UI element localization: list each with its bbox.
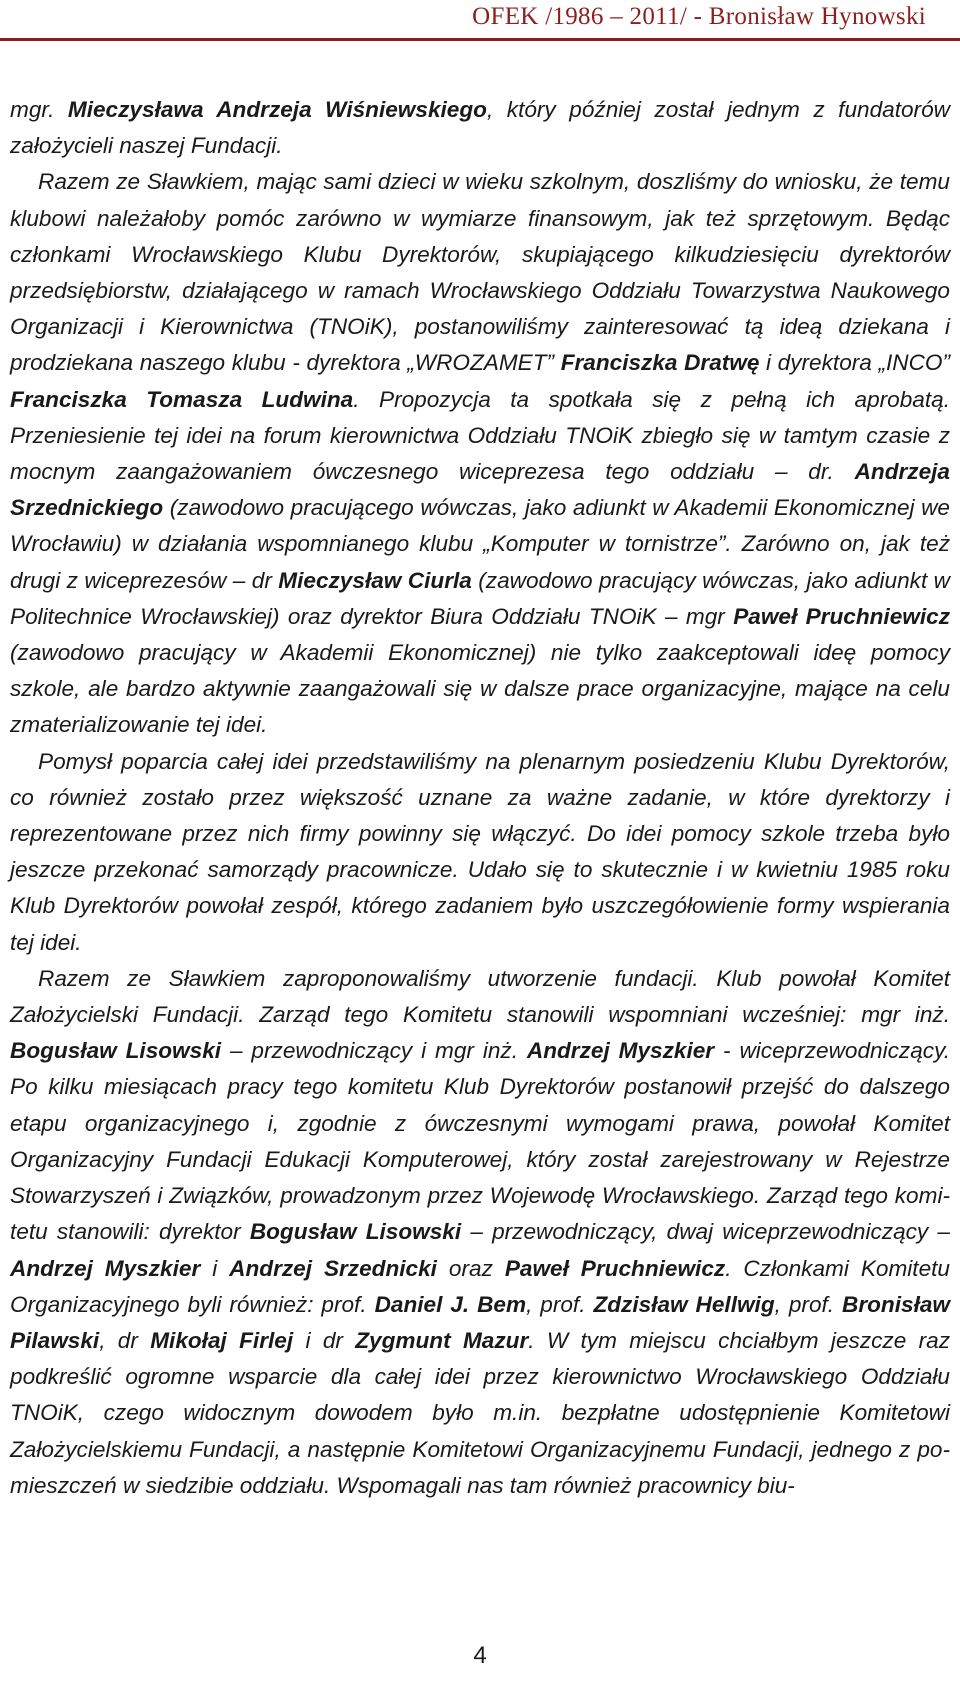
text-run: . W tym miejscu chciałbym jeszcze raz podkreślić ogromne wsparcie dla całej idei przez kierownictwo Wrocławskiego Oddziału TNOiK, czego widocznym dowodem było m.in. bezpłatne udostępnienie Komitetowi Założycielskiemu Fundacji, a następnie Komitetowi Organizacyjnemu Fundacji, jednego z pomieszczeń w siedzibie oddziału. Wspomagali nas tam również pracownicy biu- (10, 1327, 950, 1498)
text-run: i dyrektora „INCO” (759, 350, 950, 376)
paragraph (10, 961, 950, 1504)
body-text (10, 92, 950, 1504)
text-run: , który później został jednym z fundatorów założycieli naszej Fundacji. (10, 97, 950, 159)
text-run: . Członkami Komitetu Organizacyjnego byli również: prof. (10, 1255, 950, 1317)
paragraph (10, 164, 950, 743)
bold-name: Andrzej Myszkier (10, 1255, 201, 1281)
bold-name: Daniel J. Bem (374, 1291, 527, 1317)
text-run: Razem ze Sławkiem zaproponowaliśmy utworzenie fundacji. Klub powołał Komitet Założycielski Fundacji. Zarząd tego Komitetu stanowili wspomniani wcześniej: mgr inż. (10, 965, 950, 1028)
text-run: . Propozycja ta spotkała się z pełną ich aprobatą. Przeniesienie tej idei na forum kierownictwa Oddziału TNOiK zbiegło się w tamtym czasie z mocnym zaangażowaniem ówczesnego wiceprezesa tego oddziału – dr. (10, 386, 950, 485)
paragraph (10, 92, 950, 164)
text-run: , prof. (526, 1291, 594, 1317)
text-run: Razem ze Sławkiem, mając sami dzieci w wieku szkolnym, doszliśmy do wniosku, że temu klubowi należałoby pomóc zarówno w wymiarze finansowym, jak też sprzętowym. Będąc członkami Wrocławskiego Klubu Dyrektorów, skupiającego kilkudziesięciu dyrektorów przedsiębiorstw, działającego w ramach Wrocławskiego Oddziału Towarzystwa Naukowego Organizacji i Kierownictwa (TNOiK), postanowiliśmy zainteresować tą ideą dziekana i prodziekana naszego klubu - dyrektora „WROZAMET” (10, 169, 950, 376)
page-number: 4 (473, 1642, 487, 1669)
text-run: – przewodniczący, dwaj wiceprzewodniczący – (461, 1219, 950, 1245)
bold-name: Bogusław Lisowski (10, 1038, 222, 1064)
bold-name: Mieczysława Andrzeja Wiśniewskiego (67, 97, 487, 122)
bold-name: Zdzisław Hellwig (593, 1291, 775, 1317)
bold-name: Paweł Pruchniewicz (733, 603, 950, 629)
text-run: (zawodowo pracującego wówczas, jako adiunkt w Akademii Ekonomicznej we Wrocławiu) w działania wspomnianego klubu „Komputer w tornistrze”. Zarówno on, jak też drugi z wiceprezesów – dr (10, 495, 950, 593)
text-run: i (200, 1255, 230, 1281)
bold-name: Andrzej Srzednicki (229, 1255, 437, 1281)
bold-name: Bogusław Lisowski (249, 1219, 462, 1245)
header-rule (0, 38, 960, 41)
text-run: , prof. (774, 1291, 843, 1317)
bold-name: Paweł Pruchniewicz (504, 1255, 726, 1281)
text-run: oraz (436, 1255, 505, 1281)
bold-name: Zygmunt Mazur (355, 1327, 529, 1353)
text-run: - wiceprzewodniczący. Po kilku miesiącach pracy tego komitetu Klub Dyrektorów postanowił przejść do dalszego etapu organizacyjnego i, zgodnie z ówczesnymi wymogami prawa, powołał Komitet Organizacyjny Fundacji Edukacji Komputerowej, który został zarejestrowany w Rejestrze Stowarzyszeń i Związków, prowadzonym przez Wojewodę Wrocławskiego. Zarząd tego komitetu stanowili: dyrektor (10, 1038, 950, 1245)
bold-name: Bronisław Pilawski (10, 1291, 950, 1353)
text-run: mgr. (10, 97, 68, 122)
text-run: i dr (293, 1327, 356, 1353)
bold-name: Mieczysław Ciurla (278, 567, 472, 593)
running-header-title: OFEK /1986 – 2011/ - Bronisław Hynowski (472, 3, 926, 30)
running-header (0, 0, 960, 36)
text-run: – przewodniczący i mgr inż. (221, 1038, 527, 1064)
bold-name: Franciszka Tomasza Ludwina (10, 386, 354, 412)
text-run: , dr (99, 1327, 151, 1353)
bold-name: Andrzeja Srzednickiego (10, 459, 950, 521)
text-run: (zawodowo pracujący wówczas, jako adiunkt w Politechnice Wrocławskiej) oraz dyrektor Biura Oddziału TNOiK – mgr (10, 567, 950, 629)
paragraph (10, 744, 950, 961)
text-run: Pomysł poparcia całej idei przedstawiliśmy na plenarnym posiedzeniu Klubu Dyrektorów, co również zostało przez większość uznane za ważne zadanie, w które dyrektorzy i reprezentowane przez nich firmy powinny się włączyć. Do idei pomocy szkole trzeba było jeszcze przekonać samorządy pracownicze. Udało się to skutecznie i w kwietniu 1985 roku Klub Dyrektorów powołał zespół, którego zadaniem było uszczegółowienie formy wspierania tej idei. (10, 748, 950, 955)
bold-name: Mikołaj Firlej (150, 1327, 294, 1353)
text-run: (zawodowo pracujący w Akademii Ekonomicznej) nie tylko zaakceptowali ideę pomocy szkole, ale bardzo aktywnie zaangażowali się w dalsze prace organizacyjne, mające na celu zmaterializowanie tej idei. (10, 640, 950, 738)
bold-name: Franciszka Dratwę (560, 350, 760, 376)
bold-name: Andrzej Myszkier (526, 1038, 715, 1064)
